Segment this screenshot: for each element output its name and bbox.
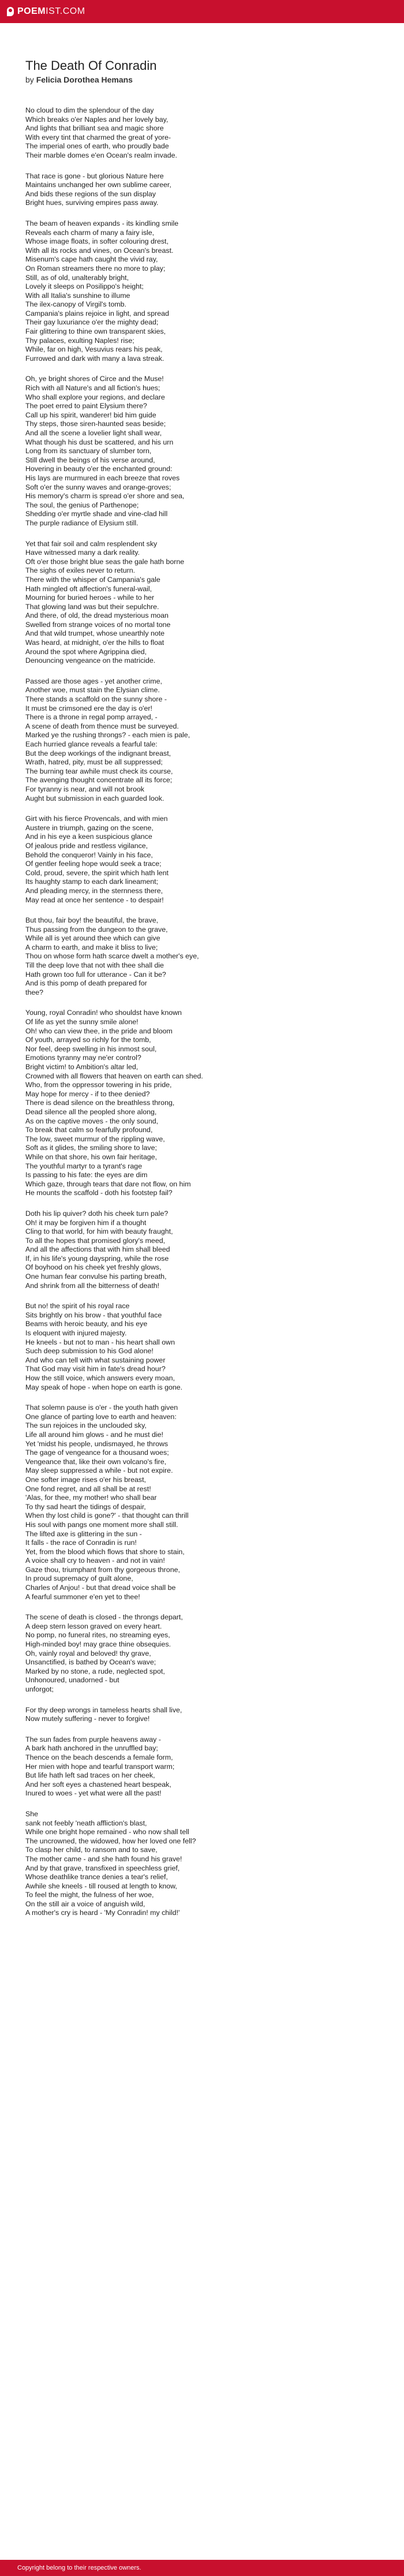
poem-line: A deep stern lesson graved on every heart. [25,1622,162,1630]
poem-line: Another woe, must stain the Elysian clime. [25,686,160,695]
poem-line: To break that calm so fearfully profound, [25,1126,153,1134]
copyright-text: Copyright belong to their respective owners. [17,2564,141,2571]
poem-line: That race is gone - but glorious Nature here [25,171,164,180]
poem-line: To feel the might, the fulness of her woe, [25,1891,154,1899]
stanza [25,1613,404,1694]
poem-line: Marked by no stone, a rude, neglected spot, [25,1667,165,1675]
poem-line: Of youth, arrayed so richly for the tomb, [25,1036,151,1044]
poem-line: Soft o'er the sunny waves and orange-groves; [25,483,171,491]
poem-line: While on that shore, his own fair heritage, [25,1152,157,1161]
poem-line: With all Italia's sunshine to illume [25,291,130,300]
stanza [25,1735,404,1798]
poem-line: Campania's plains rejoice in light, and spread [25,309,169,318]
poem-line: And pleading mercy, in the sternness there, [25,886,163,895]
poem-line: Cold, proud, severe, the spirit which hath lent [25,868,169,877]
poem-line: Oh, vainly royal and beloved! thy grave, [25,1649,151,1657]
poem-line: Vengeance that, like their own volcano's fire, [25,1457,167,1466]
poem-line: His soul with pangs one moment more shall still. [25,1520,178,1529]
poem-line: No pomp, no funeral rites, no streaming eyes, [25,1631,170,1640]
poem-line: And lights that brilliant sea and magic shore [25,124,164,133]
stanza [25,106,404,160]
stanza [25,677,404,803]
poem-line: A charm to earth, and make it bliss to live; [25,943,158,951]
poem-line: Mourning for buried heroes - while to her [25,593,155,602]
stanza [25,1706,404,1724]
poem-line: Her mien with hope and tearful transport warm; [25,1762,175,1771]
poem-line: Beams with heroic beauty, and his eye [25,1320,148,1328]
poem-line: Of jealous pride and restless vigilance, [25,841,148,850]
poem-line: Soft as it glides, the smiling shore to lave; [25,1144,157,1152]
poem-line: Long from its sanctuary of slumber torn, [25,447,152,456]
poem-line: What though his dust be scattered, and his urn [25,438,174,446]
poem-line: The beam of heaven expands - its kindling smile [25,219,179,227]
poem-line: The imperial ones of earth, who proudly bade [25,142,169,151]
poem-line: Have witnessed many a dark reality. [25,548,140,557]
poem-line: While, far on high, Vesuvius rears his peak, [25,345,163,354]
poem-line: The poet erred to paint Elysium there? [25,402,147,410]
logo-pin-icon [7,7,14,16]
poem-line: Who, from the oppressor towering in his pride, [25,1081,172,1089]
poem-line: Their gay luxuriance o'er the mighty dead; [25,318,159,327]
poem-line: sank not feebly 'neath affliction's blast, [25,1819,147,1827]
stanza [25,1302,404,1392]
poem-line: And that wild trumpet, whose unearthly note [25,629,165,638]
poem-line: Denouncing vengeance on the matricide. [25,656,156,665]
poem-line: Still dwell the beings of his verse around, [25,456,155,464]
poem-line: A scene of death from thence must be surveyed. [25,722,179,730]
poem-line: Aught but submission in each guarded look. [25,794,164,802]
poem-line: May speak of hope - when hope on earth is gone. [25,1383,183,1391]
stanza [25,540,404,666]
poem-line: Oh, ye bright shores of Circe and the Muse! [25,375,164,383]
poem-line: May read at once her sentence - to despair! [25,895,164,904]
poem-line: Young, royal Conradin! who shouldst have known [25,1009,182,1017]
poem-line: His lays are murmured in each breeze that roves [25,473,180,482]
poem-line: No cloud to dim the splendour of the day [25,106,154,114]
poem-content [0,23,404,1918]
poem-line: Whose image floats, in softer colouring drest, [25,237,169,246]
poem-line: And bids these regions of the sun display [25,189,156,198]
poem-line: But thou, fair boy! the beautiful, the brave, [25,916,159,925]
poem-line: Whose deathlike trance denies a tear's relief, [25,1873,168,1881]
poem-line: Lovely it sleeps on Posilippo's height; [25,282,144,291]
poem-line: To thy sad heart the tidings of despair, [25,1502,146,1511]
poem-line: Oh! it may be forgiven him if a thought [25,1218,147,1227]
poem-line: With all its rocks and vines, on Ocean's breast. [25,246,174,255]
poem-line: And in his eye a keen suspicious glance [25,832,152,841]
poem-line: While all is yet around thee which can give [25,934,160,943]
poem-line: Reveals each charm of many a fairy isle, [25,228,155,237]
poem-line: She [25,1809,39,1818]
poem-line: Now mutely suffering - never to forgive! [25,1715,150,1723]
stanza [25,1209,404,1290]
poem-line: The youthful martyr to a tyrant's rage [25,1162,143,1170]
poem-line: Dead silence all the peopled shore along, [25,1107,157,1116]
poem-line: Cling to that world, for him with beauty fraught, [25,1227,173,1236]
byline-prefix: by [25,75,36,84]
poem-line: Doth his lip quiver? doth his cheek turn pale? [25,1209,169,1218]
poem-line: Each hurried glance reveals a fearful tale: [25,740,158,748]
poem-line: Unhonoured, unadorned - but [25,1676,119,1685]
poem-line: Thy steps, those siren-haunted seas beside; [25,420,166,428]
poem-line: For tyranny is near, and will not brook [25,785,144,793]
poem-line: Awhile she kneels - till roused at length to know, [25,1881,177,1890]
stanza [25,916,404,997]
poem-line: Oh! who can view thee, in the pride and bloom [25,1026,173,1035]
logo-text-bold: POEM [17,6,46,16]
poem-line: Rich with all Nature's and all fiction's hues; [25,384,160,393]
poem-line: Life all around him glows - and he must die! [25,1430,163,1439]
poem-line: He kneels - but not to man - his heart shall own [25,1338,175,1346]
poem-line: A bark hath anchored in the unruffled bay; [25,1744,158,1753]
poem-line: The scene of death is closed - the throngs depart, [25,1613,183,1622]
poem-line: How the still voice, which answers every moan, [25,1374,175,1382]
poem-line: Thus passing from the dungeon to the grave, [25,925,168,934]
poem-line: Of boyhood on his cheek yet freshly glows, [25,1263,162,1272]
poem-line: There with the whisper of Campania's gale [25,575,160,584]
poem-line: While one bright hope remained - who now shall tell [25,1828,189,1836]
poem-line: And all the affections that with him shall bleed [25,1245,170,1254]
poem-line: Bright hues, surviving empires pass away. [25,199,159,207]
poem-line: As on the captive moves - the only sound, [25,1117,159,1125]
poem-line: Of gentler feeling hope would seek a trace; [25,860,162,868]
poem-line: The burning tear awhile must check its course, [25,767,173,775]
poem-line: On the still air a voice of anguish wild, [25,1899,145,1908]
poem-line: Was heard, at midnight, o'er the hills to float [25,639,164,647]
poem-line: That solemn pause is o'er - the youth hath given [25,1403,178,1412]
poem-line: Unsanctified, is bathed by Ocean's wave; [25,1658,156,1667]
poem-line: Yet 'midst his people, undismayed, he throws [25,1439,169,1448]
poem-line: Crowned with all flowers that heaven on earth can shed. [25,1072,203,1080]
poem-line: Which gaze, through tears that dare not flow, on him [25,1179,191,1188]
poem-line: The purple radiance of Elysium still. [25,518,139,527]
poem-line: Fair glittering to thine own transparent skies, [25,327,166,336]
poem-line: He mounts the scaffold - doth his footstep fail? [25,1189,173,1197]
stanza [25,815,404,905]
poem-line: The sighs of exiles never to return. [25,566,136,575]
poem-title: The Death Of Conradin [25,58,157,73]
poem-line: But no! the spirit of his royal race [25,1302,130,1311]
top-bar [0,0,404,23]
poem-line: To all the hopes that promised glory's meed, [25,1236,166,1245]
poem-line: Nor feel, deep swelling in his inmost soul, [25,1044,157,1053]
poem-line: In proud supremacy of guilt alone, [25,1574,133,1583]
poem-line: 'Alas, for thee, my mother! who shall bear [25,1494,157,1502]
poem-line: Of life as yet the sunny smile alone! [25,1018,139,1026]
poem-line: Is eloquent with injured majesty. [25,1329,127,1338]
poem-line: May sleep suppressed a while - but not expire. [25,1466,173,1475]
poem-line: For thy deep wrongs in tameless hearts shall live, [25,1705,182,1714]
logo-text-light: IST.COM [46,6,85,16]
stanza [25,219,404,364]
poem-line: May hope for mercy - if to thee denied? [25,1089,150,1098]
poem-line: Yet, from the blood which flows that shore to stain, [25,1547,185,1556]
poem-line: unforgot; [25,1685,54,1693]
poem-line: The sun rejoices in the unclouded sky, [25,1421,147,1430]
poem-line: One softer image rises o'er his breast, [25,1475,146,1484]
poem-line: Bright victim! to Ambition's altar led, [25,1063,139,1071]
poem-line: Call up his spirit, wanderer! bid him guide [25,410,156,419]
poem-line: Oft o'er those bright blue seas the gale hath borne [25,557,185,566]
poem-line: That God may visit him in fate's dread hour? [25,1365,166,1373]
poem-line: Thy palaces, exulting Naples! rise; [25,336,134,345]
poem-line: The lifted axe is glittering in the sun - [25,1529,142,1538]
poem-line: And all the scene a lovelier light shall wear, [25,429,162,437]
stanza [25,172,404,208]
poem-line: Passed are those ages - yet another crime, [25,677,162,685]
poem-line: Is passing to his fate: the eyes are dim [25,1171,148,1179]
poem-line: The low, sweet murmur of the rippling wave, [25,1134,165,1143]
poem-line: But the deep workings of the indignant breast, [25,749,171,757]
poem-line: It must be crimsoned ere the day is o'er! [25,704,152,712]
author-link[interactable]: Felicia Dorothea Hemans [36,75,133,84]
poem-line: Still, as of old, unalterably bright, [25,273,129,282]
stanza [25,1009,404,1197]
poem-line: His memory's charm is spread o'er shore and sea, [25,492,185,501]
poem-line: Around the spot where Agrippina died, [25,647,147,656]
poem-line: Thence on the beach descends a female form, [25,1753,173,1761]
poem-line: It falls - the race of Conradin is run! [25,1539,137,1547]
poem-line: Hath mingled oft affection's funeral-wail, [25,584,152,593]
poem-line: There is a throne in regal pomp arrayed, - [25,713,158,722]
poem-line: A fearful summoner e'en yet to thee! [25,1592,140,1601]
poem-line: And by that grave, transfixed in speechless grief, [25,1864,180,1872]
site-logo[interactable] [7,6,85,17]
poem-line: If, in his life's young dayspring, while the rose [25,1254,169,1263]
poem-line: On Roman streamers there no more to play; [25,264,166,272]
poem-line: With every tint that charmed the great of yore- [25,133,171,141]
poem-line: And shrink from all the bitterness of death! [25,1281,160,1290]
poem-line: Till the deep love that not with thee shall die [25,961,164,970]
poem-line: High-minded boy! may grace thine obsequies. [25,1640,171,1649]
poem-line: One glance of parting love to earth and heaven: [25,1412,177,1421]
poem-line: Such deep submission to his God alone! [25,1347,154,1356]
poem-line: The uncrowned, the widowed, how her loved one fell? [25,1836,196,1845]
poem-line: Misenum's cape hath caught the vivid ray, [25,255,158,264]
poem-line: Maintains unchanged her own sublime career, [25,181,171,189]
poem-line: A mother's cry is heard - 'My Conradin! my child!' [25,1909,180,1917]
poem-line: Behold the conqueror! Vainly in his face, [25,850,153,859]
poem-line: Wrath, hatred, pity, must be all suppressed; [25,758,163,767]
footer [0,2560,404,2576]
poem-line: Thou on whose form hath scarce dwelt a mother's eye, [25,952,199,961]
poem-line: Shedding o'er myrtle shade and vine-clad hill [25,510,168,518]
poem-line: Austere in triumph, gazing on the scene, [25,823,154,832]
poem-line: Furrowed and dark with many a lava streak. [25,354,164,363]
poem-line: Yet that fair soil and calm resplendent sky [25,539,158,548]
poem-line: Hovering in beauty o'er the enchanted ground: [25,465,173,473]
poem-line: Charles of Anjou! - but that dread voice shall be [25,1584,176,1592]
poem-byline [25,75,404,84]
poem-line: That glowing land was but their sepulchre. [25,602,159,611]
poem-line: One human fear convulse his parting breath, [25,1272,167,1281]
poem-line: The gage of vengeance for a thousand woes; [25,1448,169,1457]
poem-line: Sits brightly on his brow - that youthful face [25,1311,162,1319]
poem-line: Gaze thou, triumphant from thy gorgeous throne, [25,1565,180,1574]
poem-line: Who shall explore your regions, and declare [25,393,165,401]
poem-line: Their marble domes e'en Ocean's realm invade. [25,151,177,159]
poem-line: The avenging thought concentrate all its force; [25,776,173,785]
poem-line: The mother came - and she hath found his grave! [25,1854,182,1863]
poem-line: A voice shall cry to heaven - and not in vain! [25,1556,165,1565]
stanza [25,375,404,528]
stanza [25,1403,404,1601]
poem-line: And her soft eyes a chastened heart bespeak, [25,1780,171,1789]
poem-line: There is dead silence on the breathless throng, [25,1099,175,1107]
poem-line: thee? [25,988,44,996]
poem-body [25,106,404,1918]
poem-line: To clasp her child, to ransom and to save, [25,1846,158,1854]
poem-line: The soul, the genius of Parthenope; [25,501,139,509]
poem-line: The ilex-canopy of Virgil's tomb. [25,300,126,309]
poem-line: But life hath left sad traces on her cheek, [25,1771,155,1780]
poem-line: Swelled from strange voices of no mortal tone [25,620,171,629]
poem-line: Girt with his fierce Provencals, and with mien [25,815,168,823]
poem-line: And there, of old, the dread mysterious moan [25,611,169,620]
poem-line: And who can tell with what sustaining power [25,1356,166,1364]
poem-line: Which breaks o'er Naples and her lovely bay, [25,115,169,124]
poem-line: Marked ye the rushing throngs? - each mien is pale, [25,731,190,740]
poem-line: Inured to woes - yet what were all the past! [25,1789,162,1798]
poem-line: The sun fades from purple heavens away - [25,1735,161,1744]
stanza [25,1810,404,1918]
poem-line: When thy lost child is gone?' - that thought can thrill [25,1511,189,1520]
poem-line: Its haughty stamp to each dark lineament; [25,878,159,886]
poem-line: And is this pomp of death prepared for [25,979,147,988]
poem-line: There stands a scaffold on the sunny shore - [25,695,167,704]
poem-line: Emotions tyranny may ne'er control? [25,1054,141,1062]
poem-line: Hath grown too full for utterance - Can it be? [25,970,166,979]
poem-line: One fond regret, and all shall be at rest! [25,1484,151,1493]
